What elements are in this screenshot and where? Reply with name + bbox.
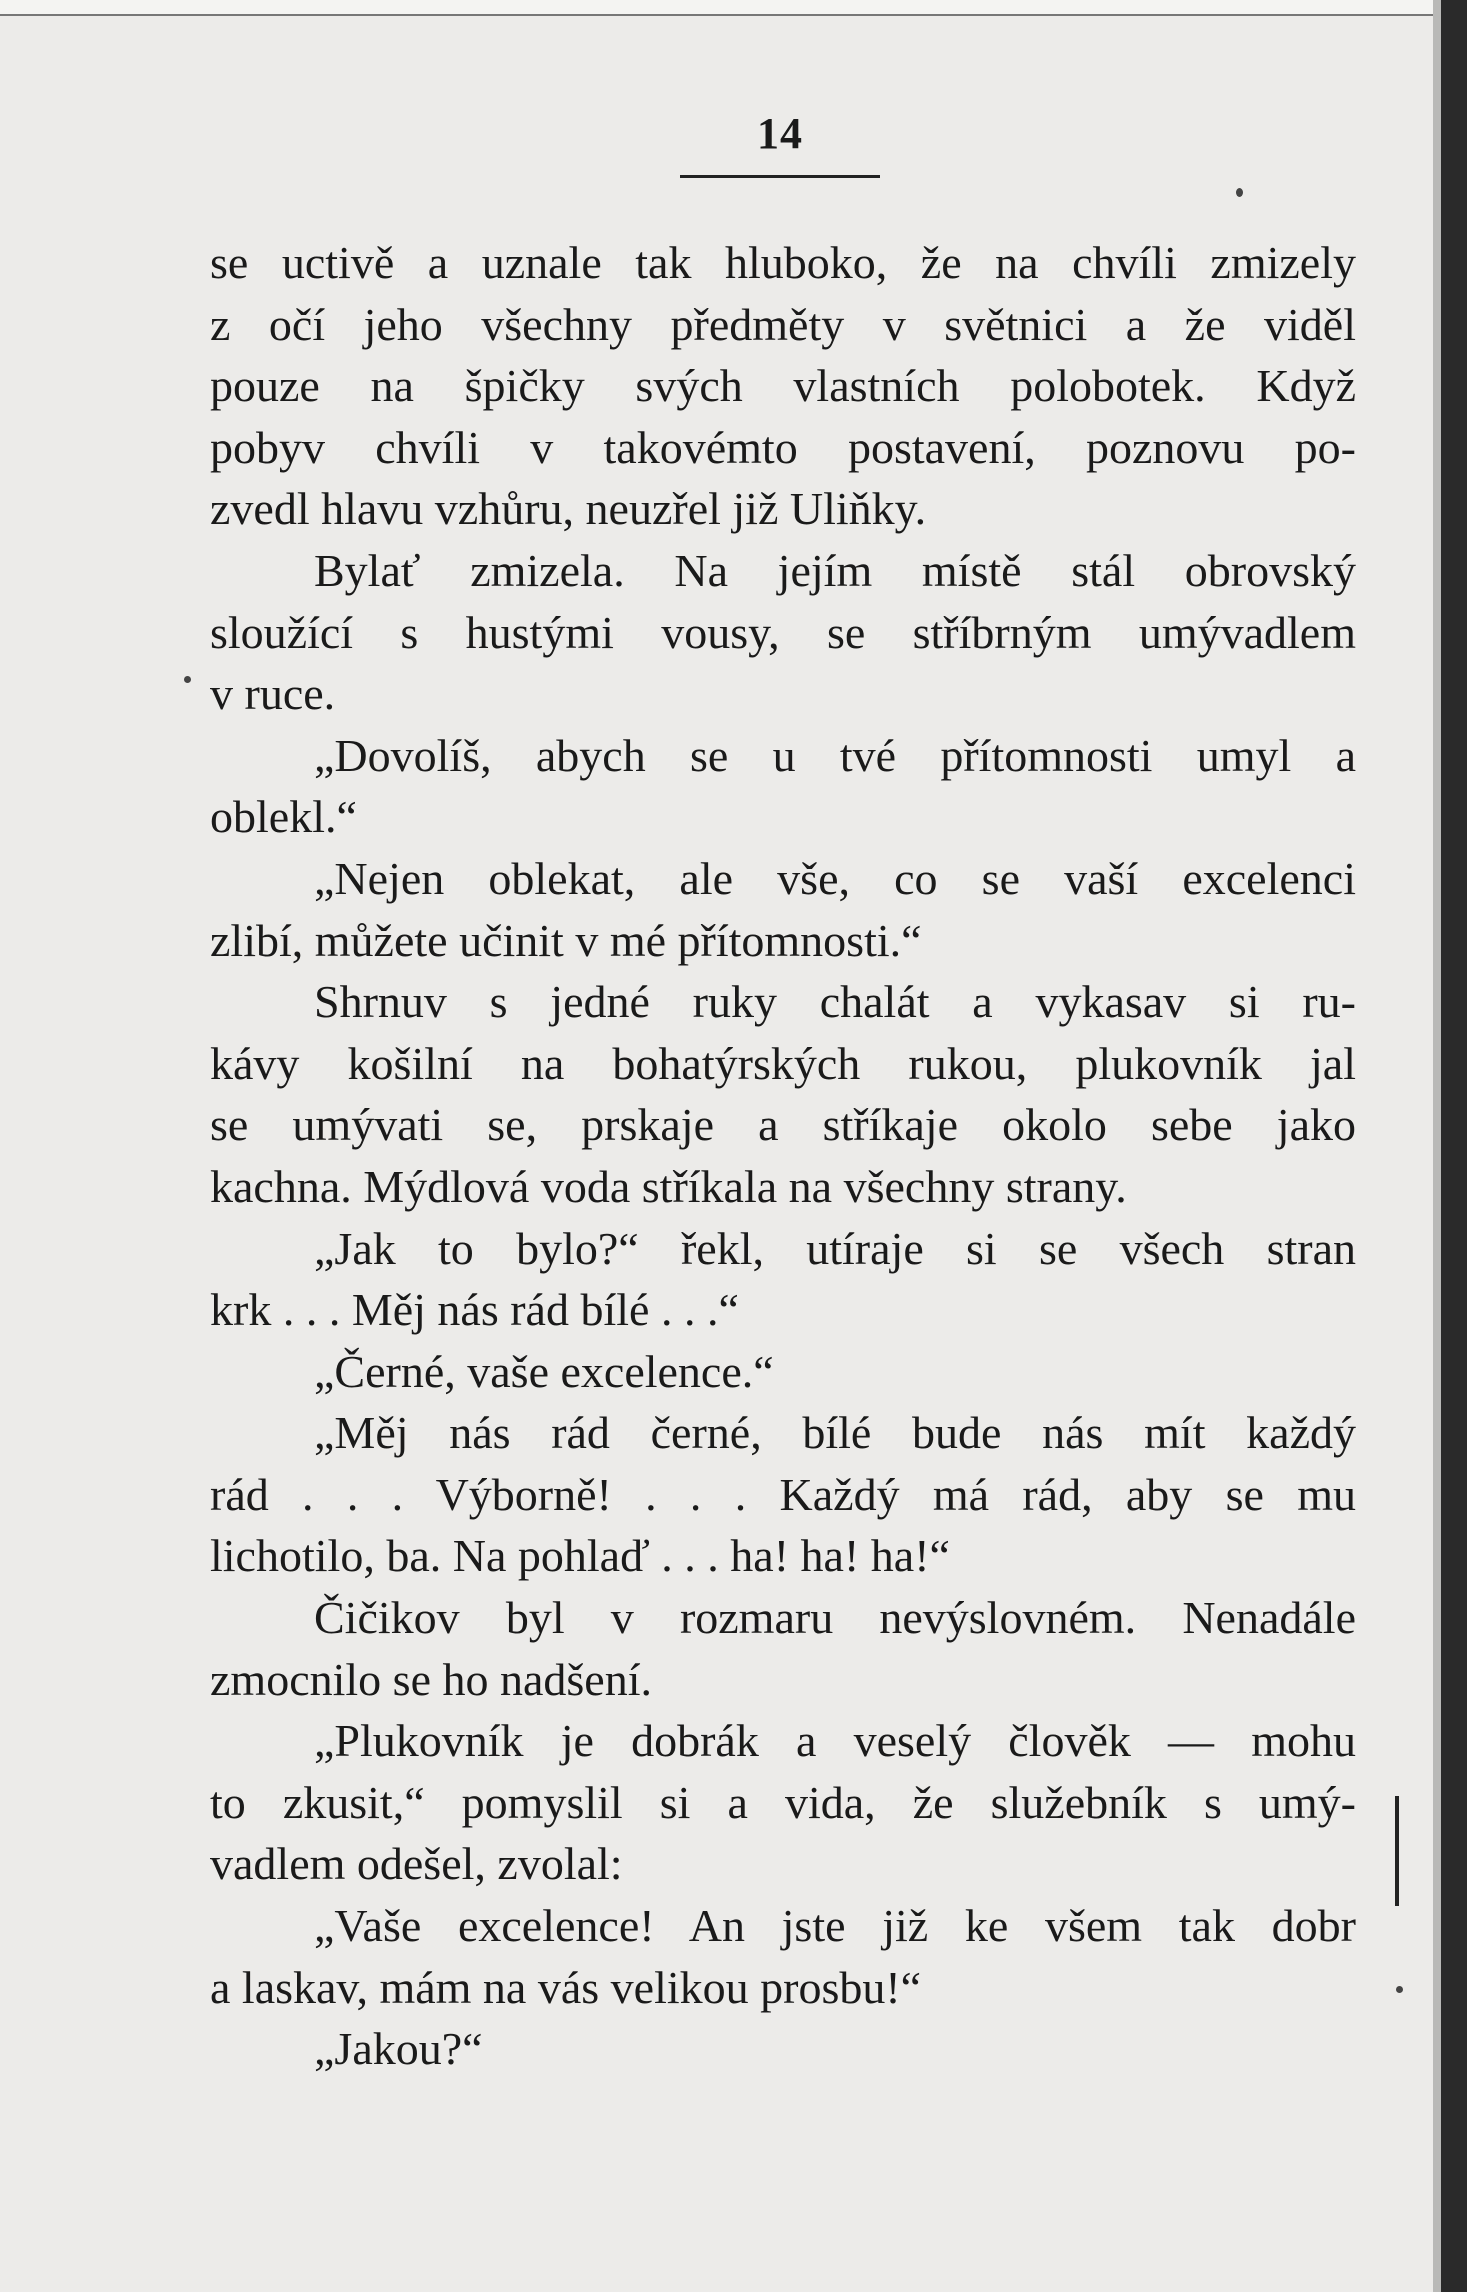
page-number: 14	[757, 109, 803, 158]
page-right-edge	[1441, 0, 1467, 2292]
page-number-rule	[680, 175, 880, 178]
text-line: „Dovolíš, abych se u tvé přítomnosti umyl a	[314, 729, 1356, 781]
text-line: vadlem odešel, zvolal:	[210, 1838, 623, 1890]
text-line: „Vaše excelence! An jste již ke všem tak dobr	[314, 1900, 1356, 1952]
page-binding-shadow	[1433, 0, 1441, 2292]
text-line: zlibí, můžete učinit v mé přítomnosti.“	[210, 914, 922, 966]
text-line: z očí jeho všechny předměty v světnici a že viděl	[210, 298, 1356, 350]
text-line: sloužící s hustými vousy, se stříbrným umývadlem	[210, 606, 1356, 658]
text-line: zmocnilo se ho nadšení.	[210, 1653, 653, 1705]
text-line: Čičikov byl v rozmaru nevýslovném. Nenadále	[314, 1592, 1356, 1644]
text-line: krk . . . Měj nás rád bílé . . .“	[210, 1284, 739, 1336]
text-line: oblekl.“	[210, 791, 357, 843]
text-line: se uctivě a uznale tak hluboko, že na chvíli zmizely	[210, 237, 1356, 288]
text-line: „Černé, vaše excelence.“	[314, 1345, 774, 1397]
text-line: pouze na špičky svých vlastních polobotek. Když	[210, 360, 1356, 412]
text-line: „Měj nás rád černé, bílé bude nás mít každý	[314, 1407, 1356, 1459]
page-top-edge	[0, 0, 1467, 16]
print-speck	[1396, 1986, 1403, 1993]
body-text	[210, 232, 1356, 2080]
text-line: lichotilo, ba. Na pohlaď . . . ha! ha! ha!“	[210, 1530, 950, 1582]
text-line: a laskav, mám na vás velikou prosbu!“	[210, 1961, 922, 2013]
text-line: „Plukovník je dobrák a veselý člověk — mohu	[314, 1715, 1356, 1767]
text-line: se umývati se, prskaje a stříkaje okolo sebe jako	[210, 1099, 1356, 1151]
text-line: „Jakou?“	[314, 2023, 483, 2075]
text-line: v ruce.	[210, 668, 336, 720]
print-speck	[184, 676, 191, 683]
text-line: „Jak to bylo?“ řekl, utíraje si se všech stran	[314, 1222, 1356, 1274]
print-speck	[1236, 188, 1243, 197]
text-line: zvedl hlavu vzhůru, neuzřel již Uliňky.	[210, 483, 927, 535]
text-line: „Nejen oblekat, ale vše, co se vaší excelenci	[314, 852, 1356, 904]
text-line: rád . . . Výborně! . . . Každý má rád, aby se mu	[210, 1468, 1356, 1520]
margin-mark	[1395, 1796, 1399, 1906]
text-line: Shrnuv s jedné ruky chalát a vykasav si ru-	[314, 976, 1356, 1028]
text-line: Bylať zmizela. Na jejím místě stál obrovský	[314, 544, 1356, 596]
text-line: kachna. Mýdlová voda stříkala na všechny strany.	[210, 1160, 1127, 1212]
text-line: kávy košilní na bohatýrských rukou, plukovník jal	[210, 1037, 1356, 1089]
text-line: pobyv chvíli v takovémto postavení, poznovu po-	[210, 421, 1356, 473]
text-line: to zkusit,“ pomyslil si a vida, že služebník s umý-	[210, 1776, 1356, 1828]
